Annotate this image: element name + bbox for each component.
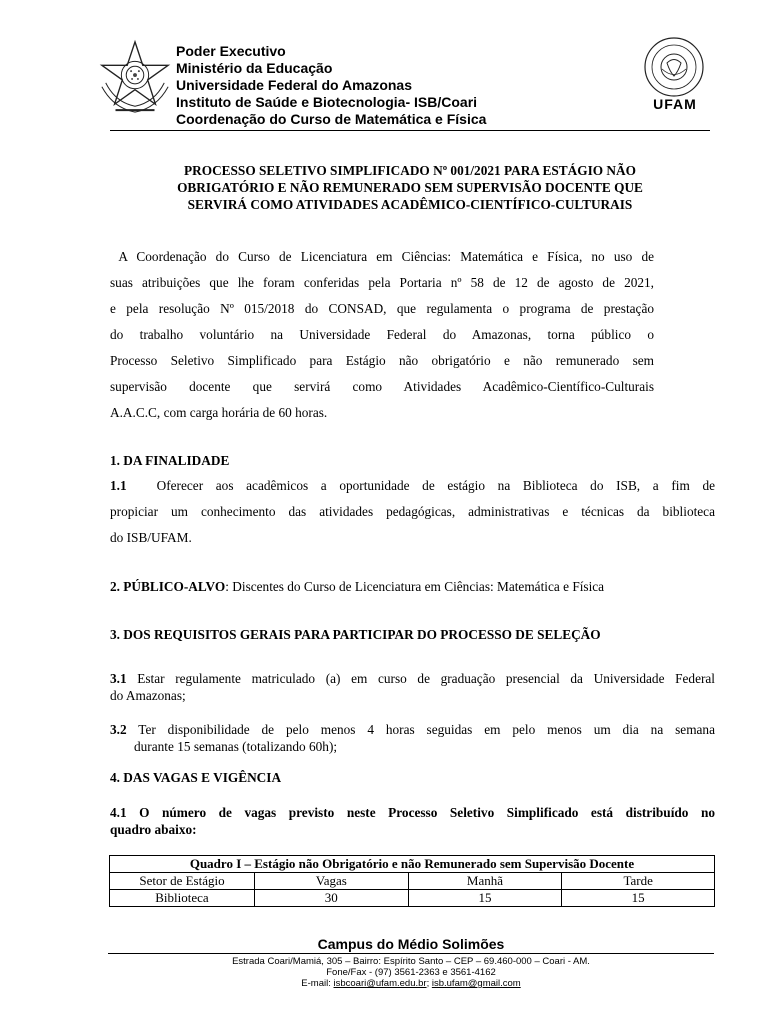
intro-line: A.A.C.C, com carga horária de 60 horas. — [110, 405, 328, 420]
ufam-seal-icon — [636, 36, 712, 98]
document-title — [120, 162, 700, 213]
section3-item1-number: 3.1 — [110, 671, 127, 686]
header-divider — [110, 130, 710, 131]
section1-line: propiciar um conhecimento das atividades pedagógicas, administrativas e técnicas da biblioteca — [110, 504, 715, 519]
section1-line: do ISB/UFAM. — [110, 530, 192, 545]
section2-line — [110, 579, 604, 595]
section1-item-number: 1.1 — [110, 478, 127, 493]
header-line: Universidade Federal do Amazonas — [176, 77, 412, 93]
header-line: Coordenação do Curso de Matemática e Física — [176, 111, 487, 127]
header-line: Ministério da Educação — [176, 60, 333, 76]
intro-line: e pela resolução Nº 015/2018 do CONSAD, que regulamenta o programa de prestação — [110, 301, 654, 316]
section2-label: 2. PÚBLICO-ALVO — [110, 579, 226, 594]
header-line: Instituto de Saúde e Biotecnologia- ISB/Coari — [176, 94, 478, 110]
table-cell: 30 — [254, 890, 408, 907]
title-line: OBRIGATÓRIO E NÃO REMUNERADO SEM SUPERVISÃO DOCENTE QUE — [177, 180, 643, 195]
table-header-cell: Manhã — [408, 873, 562, 890]
footer-email-separator: ; — [426, 978, 432, 989]
table-cell: 15 — [408, 890, 562, 907]
intro-line: suas atribuições que lhe foram conferidas pela Portaria nº 58 de 12 de agosto de 2021, — [110, 275, 654, 290]
footer-campus: Campus do Médio Solimões — [317, 936, 505, 952]
table-cell: Biblioteca — [110, 890, 255, 907]
table-row — [110, 890, 715, 907]
section2-text: : Discentes do Curso de Licenciatura em Ciências: Matemática e Física — [225, 579, 605, 594]
footer-email-link-1[interactable]: isbcoari@ufam.edu.br — [333, 978, 427, 989]
intro-paragraph — [110, 244, 654, 426]
table-header-cell: Vagas — [254, 873, 408, 890]
footer-email-line — [108, 978, 714, 989]
header-line: Poder Executivo — [176, 43, 286, 59]
table-header-cell: Setor de Estágio — [110, 873, 255, 890]
table-caption: Quadro I – Estágio não Obrigatório e não Remunerado sem Supervisão Docente — [110, 856, 715, 873]
footer-phone: Fone/Fax - (97) 3561-2363 e 3561-4162 — [326, 967, 496, 978]
section4-item1 — [110, 804, 715, 838]
title-line: SERVIRÁ COMO ATIVIDADES ACADÊMICO-CIENTÍFICO-CULTURAIS — [187, 197, 633, 212]
footer-email-link-2[interactable]: isb.ufam@gmail.com — [431, 978, 521, 989]
table-header-cell: Tarde — [562, 873, 715, 890]
intro-line: supervisão docente que servirá como Atividades Acadêmico-Científico-Culturais — [110, 379, 654, 394]
footer-email-label: E-mail: — [301, 978, 334, 989]
section1-text: Oferecer aos acadêmicos a oportunidade de estágio na Biblioteca do ISB, a fim de — [156, 478, 715, 493]
table-cell: 15 — [562, 890, 715, 907]
section3-item2 — [110, 721, 715, 755]
intro-line: do trabalho voluntário na Universidade Federal do Amazonas, torna público o — [110, 327, 654, 342]
title-line: PROCESSO SELETIVO SIMPLIFICADO Nº 001/2021 PARA ESTÁGIO NÃO — [184, 163, 636, 178]
section4-item1-line: 4.1 O número de vagas previsto neste Processo Seletivo Simplificado está distribuído no — [110, 805, 715, 820]
section3-item2-line: durante 15 semanas (totalizando 60h); — [134, 739, 338, 754]
section1-heading: 1. DA FINALIDADE — [110, 453, 230, 468]
section3-item1 — [110, 670, 715, 704]
section1-line — [110, 473, 715, 499]
intro-line: Processo Seletivo Simplificado para Estágio não obrigatório e não remunerado sem — [110, 353, 654, 368]
section3-item2-line — [110, 721, 715, 738]
intro-line: A Coordenação do Curso de Licenciatura em Ciências: Matemática e Física, no uso de — [110, 249, 654, 264]
brazil-coat-of-arms-icon — [96, 38, 174, 116]
footer-divider — [108, 953, 714, 954]
vacancies-table — [109, 855, 715, 907]
ufam-logo-text: UFAM — [653, 96, 697, 112]
section3-heading: 3. DOS REQUISITOS GERAIS PARA PARTICIPAR DO PROCESSO DE SELEÇÃO — [110, 627, 601, 642]
section4-item1-line: quadro abaixo: — [110, 822, 197, 837]
section1-paragraph — [110, 473, 715, 551]
section3-item1-line: do Amazonas; — [110, 688, 186, 703]
footer-address: Estrada Coari/Mamiá, 305 – Bairro: Espírito Santo – CEP – 69.460-000 – Coari - AM. — [232, 956, 590, 967]
section3-item2-number: 3.2 — [110, 722, 127, 737]
section3-item2-text: Ter disponibilidade de pelo menos 4 horas seguidas em pelo menos um dia na semana — [126, 722, 715, 737]
section4-heading: 4. DAS VAGAS E VIGÊNCIA — [110, 770, 282, 785]
table-header-row — [110, 873, 715, 890]
header-institution-lines — [176, 43, 616, 128]
section3-item1-text: Estar regulamente matriculado (a) em curso de graduação presencial da Universidade Federal — [126, 671, 715, 686]
section3-item1-line — [110, 670, 715, 687]
